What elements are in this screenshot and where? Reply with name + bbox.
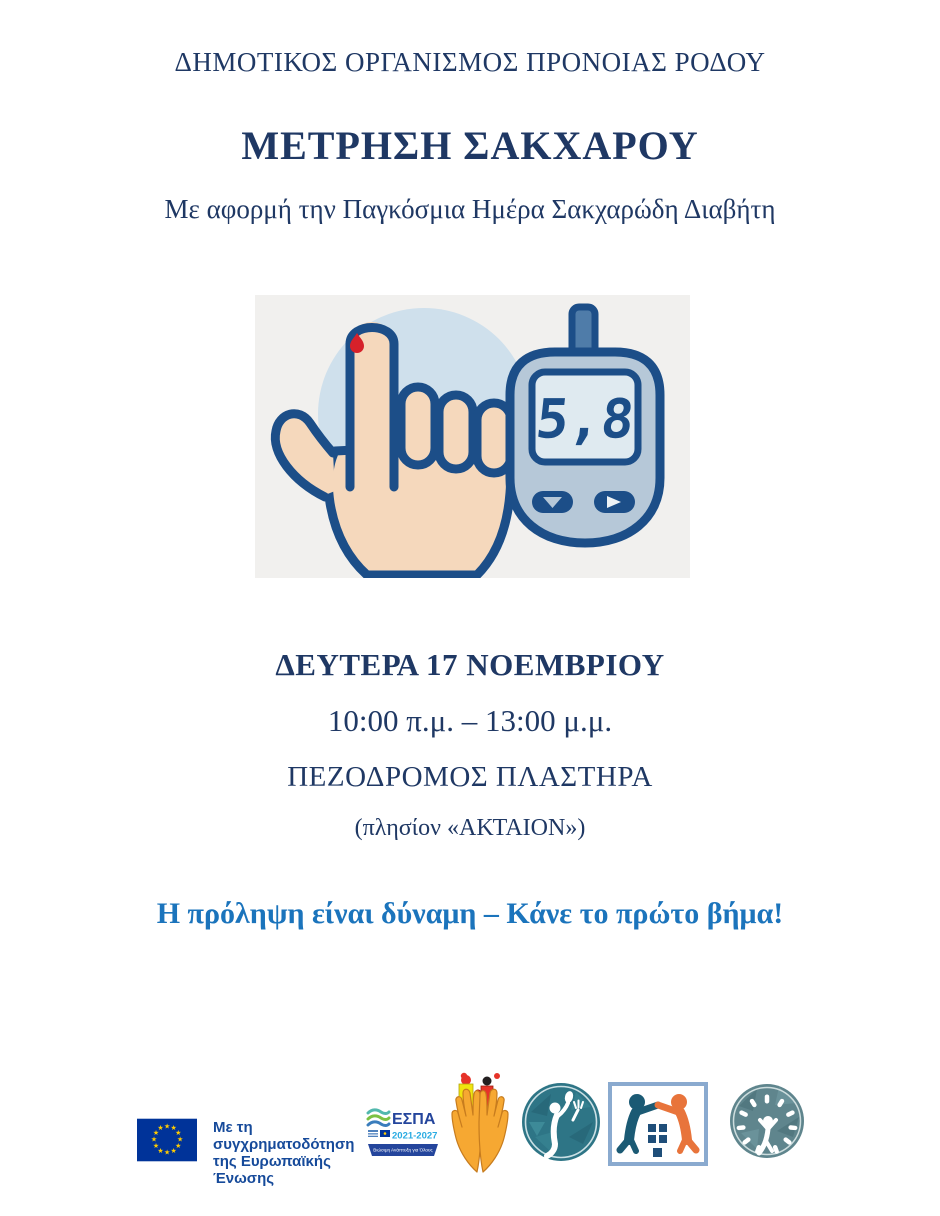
event-date: ΔΕΥΤΕΡΑ 17 ΝΟΕΜΒΡΙΟΥ bbox=[275, 647, 665, 682]
greek-flag-stripe bbox=[368, 1132, 378, 1133]
espa-ribbon-text: Βιώσιμη Ανάπτυξη για Όλους bbox=[373, 1147, 433, 1153]
svg-text:★: ★ bbox=[157, 1125, 164, 1133]
blood-sugar-illustration bbox=[255, 295, 690, 578]
svg-text:★: ★ bbox=[170, 1125, 177, 1133]
greek-flag-stripe bbox=[368, 1135, 378, 1136]
svg-text:★: ★ bbox=[157, 1147, 164, 1155]
event-location-note: (πλησίον «ΑΚΤΑΙΟΝ») bbox=[354, 815, 586, 841]
svg-text:★: ★ bbox=[163, 1123, 171, 1131]
cupped-hands-icon bbox=[452, 1089, 508, 1172]
svg-text:★: ★ bbox=[163, 1149, 171, 1157]
poster-title: ΜΕΤΡΗΣΗ ΣΑΚΧΑΡΟΥ bbox=[241, 123, 699, 168]
svg-text:★: ★ bbox=[152, 1143, 159, 1151]
svg-text:★: ★ bbox=[152, 1130, 159, 1138]
event-time: 10:00 π.μ. – 13:00 μ.μ. bbox=[327, 703, 613, 738]
eu-mini-flag-stars bbox=[384, 1132, 387, 1135]
organization-name: ΔΗΜΟΤΙΚΟΣ ΟΡΓΑΝΙΣΜΟΣ ΠΡΟΝΟΙΑΣ ΡΟΔΟΥ bbox=[174, 47, 766, 77]
meter-reading: 5,8 bbox=[532, 387, 638, 451]
family-house-logo-icon bbox=[608, 1082, 708, 1166]
eu-funding-line1: Με τη συγχρηματοδότηση bbox=[213, 1119, 355, 1153]
greek-flag-icon bbox=[368, 1130, 378, 1137]
eu-funding-line2: της Ευρωπαϊκής Ένωσης bbox=[213, 1153, 331, 1187]
espa-period: 2021-2027 bbox=[392, 1130, 438, 1142]
espa-name: ΕΣΠΑ bbox=[392, 1111, 436, 1128]
poster-subtitle: Με αφορμή την Παγκόσμια Ημέρα Σακχαρώδη Διαβήτη bbox=[164, 194, 776, 224]
caring-hands-family-logo-icon bbox=[445, 1070, 515, 1174]
nutrition-logo-icon bbox=[521, 1082, 601, 1162]
espa-logo-icon bbox=[366, 1106, 440, 1164]
svg-text:★: ★ bbox=[150, 1136, 157, 1144]
eu-flag-icon bbox=[137, 1118, 197, 1162]
svg-text:★: ★ bbox=[177, 1136, 184, 1144]
event-location: ΠΕΖΟΔΡΟΜΟΣ ΠΛΑΣΤΗΡΑ bbox=[287, 761, 653, 793]
espa-waves-icon bbox=[368, 1110, 389, 1126]
svg-text:★: ★ bbox=[170, 1147, 177, 1155]
svg-text:★: ★ bbox=[175, 1143, 182, 1151]
slogan: Η πρόληψη είναι δύναμη – Κάνε το πρώτο βήμα! bbox=[156, 897, 784, 930]
eu-funding-text bbox=[213, 1119, 373, 1187]
pharmacy-pills-logo-icon bbox=[729, 1081, 805, 1161]
svg-text:★: ★ bbox=[175, 1130, 182, 1138]
